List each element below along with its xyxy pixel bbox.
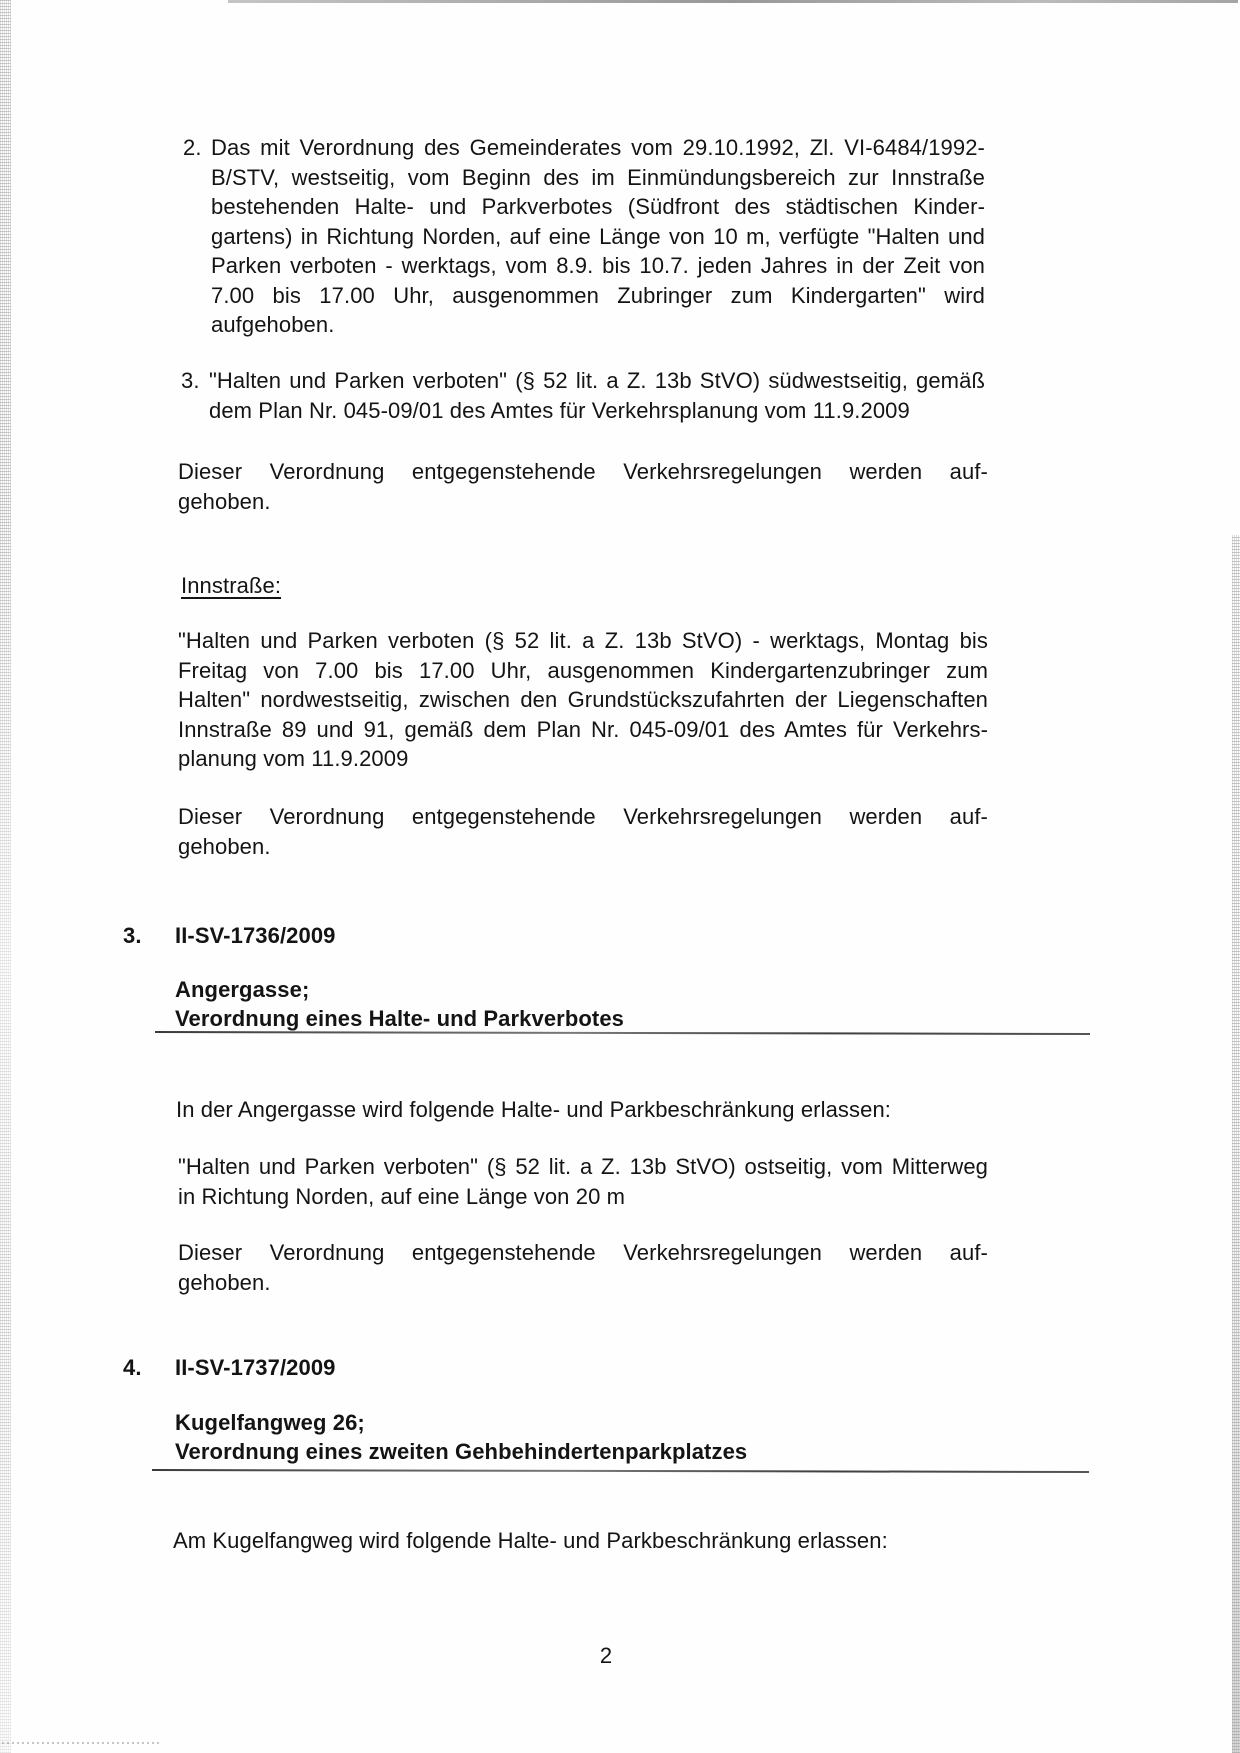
page-number: 2 bbox=[599, 1643, 613, 1668]
section-3-number: 3. bbox=[123, 923, 142, 948]
section-3-regulation: "Halten und Parken verboten" (§ 52 lit. a Z. 13b StVO) ostseitig, vom Mitterweg in Richtung Norden, auf eine Länge von 20 m bbox=[178, 1154, 988, 1209]
list-item-3-text: "Halten und Parken verboten" (§ 52 lit. a Z. 13b StVO) südwestseitig, gemäß dem Plan Nr. 045-09/01 des Amtes für Verkehrsplanung vom 11.9.2009 bbox=[209, 368, 985, 423]
scan-bottom-edge-artifact bbox=[2, 1742, 160, 1744]
section-4-street: Kugelfangweg 26; bbox=[175, 1410, 365, 1435]
scan-top-edge-artifact bbox=[228, 0, 1238, 3]
innstrasse-regulation: "Halten und Parken verboten (§ 52 lit. a Z. 13b StVO) - werktags, Montag bis Freitag von 7.00 bis 17.00 Uhr, ausgenommen Kindergartenzubringer zum Halten" nordwestseitig, zwischen den Grundstückszufahrten der Liegenschaften Innstraße 89 und 91, gemäß dem Plan Nr. 045-09/01 des Amtes für Verkehrs- planung vom 11.9.2009 bbox=[178, 628, 988, 771]
section-3-street: Angergasse; bbox=[175, 977, 310, 1002]
list-item-2 bbox=[183, 133, 985, 340]
section-4-title bbox=[175, 1409, 747, 1466]
section-3-subject: Verordnung eines Halte- und Parkverbotes bbox=[175, 1005, 625, 1031]
scan-right-edge-artifact bbox=[1232, 535, 1240, 1753]
list-item-2-marker: 2. bbox=[183, 135, 202, 160]
repeal-paragraph-3: Dieser Verordnung entgegenstehende Verkehrsregelungen werden auf- gehoben. bbox=[178, 1240, 988, 1295]
section-3-header bbox=[123, 921, 1023, 951]
innstrasse-heading: Innstraße: bbox=[181, 573, 282, 598]
list-item-3-marker: 3. bbox=[181, 368, 200, 393]
scan-left-edge-artifact bbox=[0, 0, 11, 1753]
repeal-paragraph-1: Dieser Verordnung entgegenstehende Verkehrsregelungen werden auf- gehoben. bbox=[178, 459, 988, 514]
list-item-3 bbox=[181, 366, 985, 425]
section-4-header bbox=[123, 1353, 1023, 1383]
section-3-reference: II-SV-1736/2009 bbox=[175, 923, 336, 948]
section-4-number: 4. bbox=[123, 1355, 142, 1380]
section-3-title bbox=[175, 976, 624, 1033]
section-4-reference: II-SV-1737/2009 bbox=[175, 1355, 336, 1380]
section-4-title-underline bbox=[152, 1469, 1089, 1473]
section-4-intro: Am Kugelfangweg wird folgende Halte- und Parkbeschränkung erlassen: bbox=[173, 1528, 888, 1553]
section-3-title-underline bbox=[155, 1031, 1090, 1035]
section-3-intro: In der Angergasse wird folgende Halte- und Parkbeschränkung erlassen: bbox=[176, 1097, 891, 1122]
section-4-subject: Verordnung eines zweiten Gehbehindertenparkplatzes bbox=[175, 1438, 748, 1464]
repeal-paragraph-2: Dieser Verordnung entgegenstehende Verkehrsregelungen werden auf- gehoben. bbox=[178, 804, 988, 859]
list-item-2-text: Das mit Verordnung des Gemeinderates vom 29.10.1992, Zl. VI-6484/1992- B/STV, westseitig, vom Beginn des im Einmündungsbereich zur Innstraße bestehenden Halte- und Parkverbotes (Südfront des städtischen Kinder- gartens) in Richtung Norden, auf eine Länge von 10 m, verfügte "Halten und Parken verboten - werktags, vom 8.9. bis 10.7. jeden Jahres in der Zeit von 7.00 bis 17.00 Uhr, ausgenommen Zubringer zum Kindergarten" wird aufgehoben. bbox=[211, 135, 985, 337]
